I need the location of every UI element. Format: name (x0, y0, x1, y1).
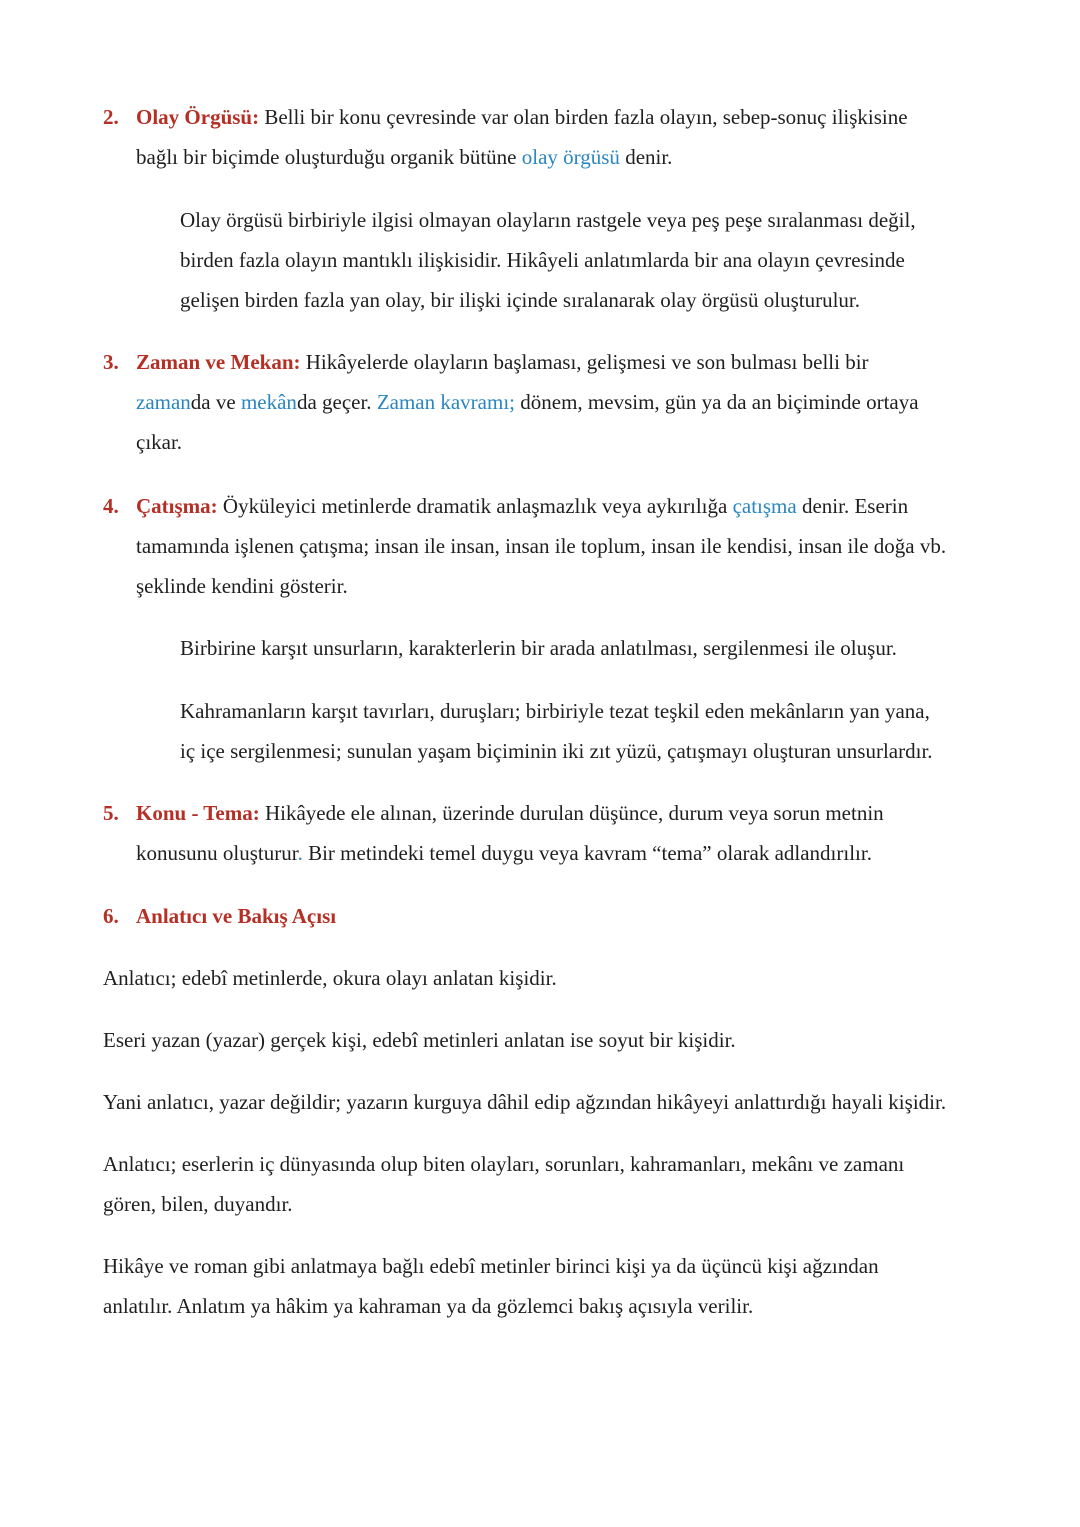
indented-paragraph (180, 628, 897, 668)
text-line: Eseri yazan (yazar) gerçek kişi, edebî metinleri anlatan ise soyut bir kişidir. (103, 1028, 736, 1052)
text-line (136, 97, 908, 137)
text-line: Yani anlatıcı, yazar değildir; yazarın kurguya dâhil edip ağzından hikâyeyi anlattırdığı hayali kişidir. (103, 1090, 947, 1114)
text: konusunu oluşturur (136, 841, 298, 865)
text-line: çıkar. (136, 430, 183, 454)
paragraph (103, 958, 557, 998)
term-highlight: çatışma (732, 494, 797, 518)
paragraph (103, 1082, 946, 1122)
text-line: Kahramanların karşıt tavırları, duruşları; birbiriyle tezat teşkil eden mekânların yan yana, (180, 699, 930, 723)
text: bağlı bir biçimde oluşturduğu organik bütüne (136, 145, 522, 169)
text-line: birden fazla olayın mantıklı ilişkisidir. Hikâyeli anlatımlarda bir ana olayın çevresinde (180, 248, 905, 272)
paragraph (103, 1020, 736, 1060)
section-number: 5. (103, 801, 119, 825)
text: Bir metindeki temel duygu veya kavram “tema” olarak adlandırılır. (302, 841, 872, 865)
text: Hikâyede ele alınan, üzerinde durulan düşünce, durum veya sorun metnin (259, 801, 884, 825)
section-number: 2. (103, 105, 119, 129)
paragraph (103, 1144, 904, 1224)
section-number: 6. (103, 904, 119, 928)
section-body (136, 793, 884, 873)
text-line: Hikâye ve roman gibi anlatmaya bağlı edebî metinler birinci kişi ya da üçüncü kişi ağzından (103, 1254, 879, 1278)
section-title: Zaman ve Mekan: (136, 350, 301, 374)
section-body (136, 342, 919, 462)
text-line: gelişen birden fazla yan olay, bir ilişki içinde sıralanarak olay örgüsü oluşturulur. (180, 288, 860, 312)
section-number: 3. (103, 350, 119, 374)
text: Öyküleyici metinlerde dramatik anlaşmazlık veya aykırılığa (217, 494, 733, 518)
text-line (136, 833, 884, 873)
text-line: tamamında işlenen çatışma; insan ile insan, insan ile toplum, insan ile kendisi, insan ile doğa vb. (136, 534, 947, 558)
text: da ve (190, 390, 241, 414)
text-line: gören, bilen, duyandır. (103, 1192, 293, 1216)
term-highlight: Zaman kavramı; (376, 390, 516, 414)
text: dönem, mevsim, gün ya da an biçiminde ortaya (515, 390, 919, 414)
text: Belli bir konu çevresinde var olan birden fazla olayın, sebep-sonuç ilişkisine (259, 105, 908, 129)
text-line: Anlatıcı; eserlerin iç dünyasında olup biten olayları, sorunları, kahramanları, mekânı ve zamanı (103, 1152, 905, 1176)
text-line: iç içe sergilenmesi; sunulan yaşam biçiminin iki zıt yüzü, çatışmayı oluşturan unsurlardır. (180, 739, 933, 763)
text: denir. (619, 145, 673, 169)
text: Hikâyelerde olayların başlaması, gelişmesi ve son bulması belli bir (300, 350, 869, 374)
text-line: şeklinde kendini gösterir. (136, 574, 348, 598)
term-highlight: olay örgüsü (521, 145, 620, 169)
text-line (136, 342, 919, 382)
text: . (297, 841, 303, 865)
section-number: 4. (103, 494, 119, 518)
text: da geçer. (296, 390, 377, 414)
indented-paragraph (180, 691, 933, 771)
text: denir. Eserin (796, 494, 909, 518)
text-line: Anlatıcı; edebî metinlerde, okura olayı anlatan kişidir. (103, 966, 557, 990)
text-line: Birbirine karşıt unsurların, karakterlerin bir arada anlatılması, sergilenmesi ile oluşur. (180, 636, 897, 660)
section-body (136, 486, 946, 606)
term-highlight: zaman (136, 390, 191, 414)
text-line: Olay örgüsü birbiriyle ilgisi olmayan olayların rastgele veya peş peşe sıralanması değil, (180, 208, 916, 232)
text-line (136, 137, 908, 177)
text-line: anlatılır. Anlatım ya hâkim ya kahraman ya da gözlemci bakış açısıyla verilir. (103, 1294, 754, 1318)
text-line (136, 793, 884, 833)
section-title: Konu - Tema: (136, 801, 260, 825)
text-line (136, 382, 919, 422)
indented-paragraph (180, 200, 916, 320)
section-title: Olay Örgüsü: (136, 105, 260, 129)
section-body (136, 97, 908, 177)
section-title: Anlatıcı ve Bakış Açısı (136, 904, 337, 928)
paragraph (103, 1246, 879, 1326)
text-line (136, 486, 946, 526)
section-title: Çatışma: (136, 494, 218, 518)
term-highlight: mekân (240, 390, 297, 414)
